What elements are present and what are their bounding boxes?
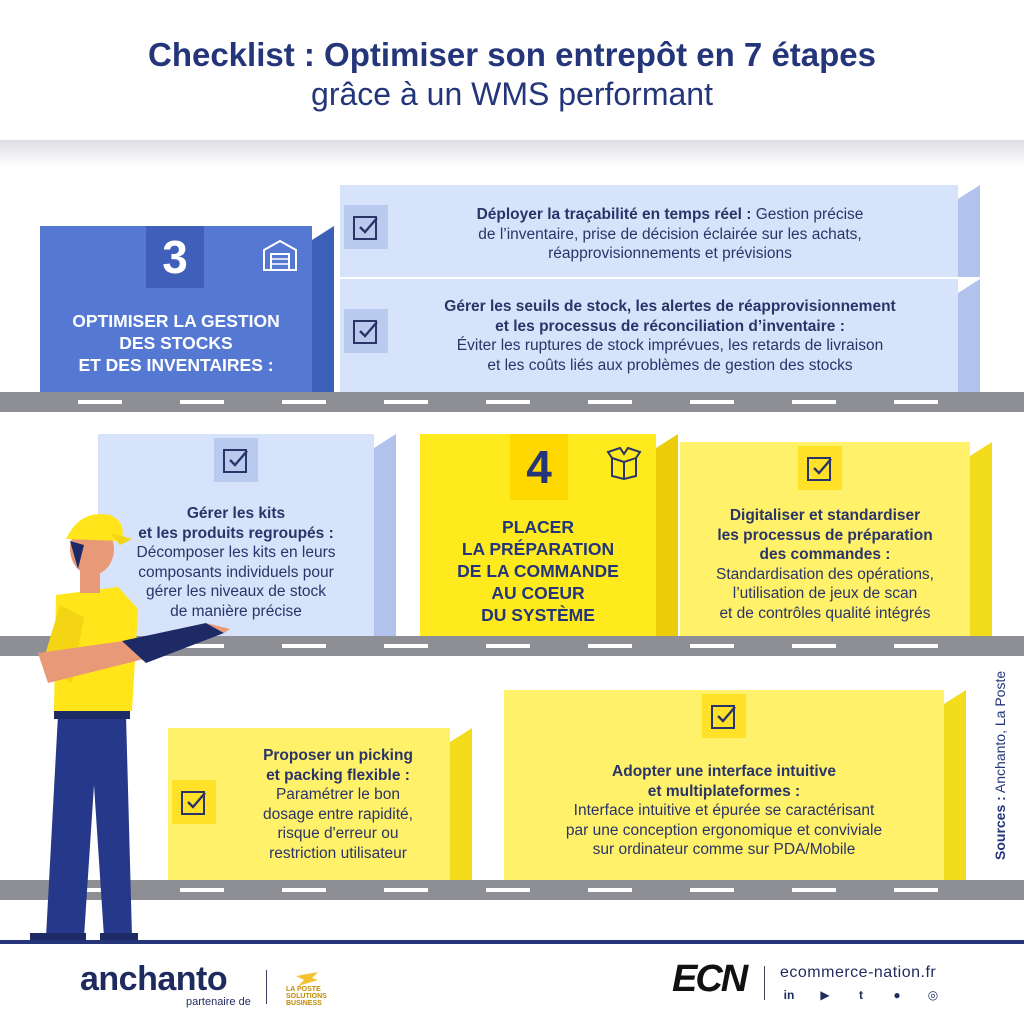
checkbox-icon bbox=[344, 205, 388, 249]
worker-illustration bbox=[20, 505, 240, 945]
checkbox-icon bbox=[798, 446, 842, 490]
social-links bbox=[780, 986, 942, 1004]
checklist-item-seuils bbox=[340, 279, 958, 392]
shelf-1 bbox=[0, 392, 1024, 412]
item-seuils-text: Gérer les seuils de stock, les alertes de réapprovisionnement et les processus de réconciliation d’inventaire : Éviter les ruptures de stock imprévues, les retards de livraison et les coûts liés aux problèmes de gestion des stocks bbox=[444, 298, 896, 374]
sources-label: Sources : Anchanto, La Poste bbox=[992, 670, 1008, 860]
ecn-logo: ECN bbox=[672, 958, 747, 1000]
item-picking-text: Proposer un picking et packing flexible : Paramétrer le bon dosage entre rapidité, risque d'erreur ou restriction utilisateur bbox=[263, 747, 413, 862]
item-kits-text: Gérer les kits et les produits regroupés : Décomposer les kits en leurs composants individuels pour gérer les niveaux de stock de manière précise bbox=[136, 505, 336, 620]
step-3-number: 3 bbox=[146, 226, 204, 288]
header-shadow bbox=[0, 140, 1024, 166]
anchanto-logo: anchanto bbox=[80, 960, 228, 998]
step-4-title: PLACER LA PRÉPARATION DE LA COMMANDE AU COEUR DU SYSTÈME bbox=[457, 517, 619, 625]
item-interface-text: Adopter une interface intuitive et multiplateformes : Interface intuitive et épurée se caractérisant par une conception ergonomique et conviviale sur ordinateur comme sur PDA/Mobile bbox=[565, 763, 883, 858]
checkbox-icon bbox=[702, 694, 746, 738]
footer-divider bbox=[266, 970, 267, 1004]
checkbox-icon bbox=[214, 438, 258, 482]
checklist-item-tracabilite bbox=[340, 185, 958, 277]
checkbox-icon bbox=[344, 309, 388, 353]
open-box-icon bbox=[606, 446, 642, 480]
step-3-title: OPTIMISER LA GESTION DES STOCKS ET DES INVENTAIRES : bbox=[72, 311, 280, 375]
step-4-number: 4 bbox=[510, 434, 568, 500]
checklist-item-digitaliser bbox=[680, 442, 970, 636]
step-3-box bbox=[40, 226, 312, 392]
twitter-icon[interactable]: t bbox=[859, 988, 863, 1002]
website-link[interactable]: ecommerce-nation.fr bbox=[780, 964, 937, 981]
footer-line bbox=[0, 940, 1024, 944]
page-subtitle: grâce à un WMS performant bbox=[311, 76, 713, 112]
header bbox=[0, 0, 1024, 145]
page-title: Checklist : Optimiser son entrepôt en 7 étapes bbox=[147, 36, 877, 73]
instagram-icon[interactable]: ◎ bbox=[927, 988, 939, 1002]
item-tracabilite-text: Déployer la traçabilité en temps réel : Gestion précise de l’inventaire, prise de décision éclairée sur les achats, réapprovisionnements et prévisions bbox=[476, 206, 864, 262]
footer-divider bbox=[764, 966, 765, 1000]
podcast-icon[interactable]: ● bbox=[893, 988, 901, 1002]
linkedin-icon[interactable]: in bbox=[783, 988, 795, 1002]
checklist-item-interface bbox=[504, 690, 944, 880]
youtube-icon[interactable]: ▶ bbox=[820, 988, 830, 1002]
step-4-box bbox=[420, 434, 656, 636]
laposte-logo: LA POSTE SOLUTIONS BUSINESS bbox=[280, 972, 336, 1008]
warehouse-icon bbox=[262, 238, 298, 272]
item-digitaliser-text: Digitaliser et standardiser les processus de préparation des commandes : Standardisation des opérations, l’utilisation de jeux de scan et de contrôles qualité intégrés bbox=[715, 507, 934, 622]
partner-label: partenaire de bbox=[186, 996, 251, 1008]
